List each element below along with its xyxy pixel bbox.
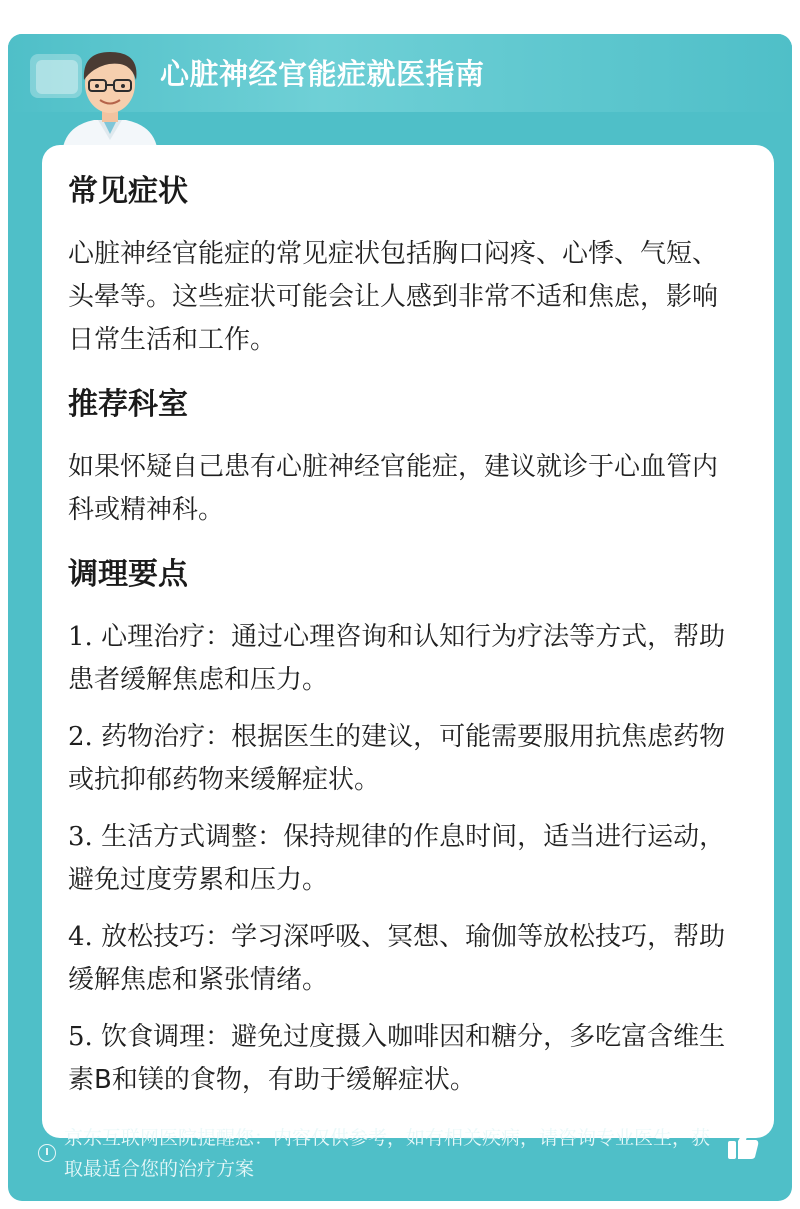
footer-notice: [8, 1115, 792, 1201]
doctor-avatar-icon: [54, 44, 166, 154]
thumbs-up-icon[interactable]: [726, 1127, 760, 1161]
info-icon: [38, 1144, 56, 1162]
section-heading-department: 推荐科室: [68, 387, 188, 422]
section-heading-care: 调理要点: [68, 557, 188, 592]
section-heading-symptoms: 常见症状: [68, 174, 188, 209]
list-item: 3. 生活方式调整：保持规律的作息时间，适当进行运动，避免过度劳累和压力。: [68, 822, 726, 895]
list-item: 2. 药物治疗：根据医生的建议，可能需要服用抗焦虑药物或抗抑郁药物来缓解症状。: [68, 722, 726, 795]
page-title: 心脏神经官能症就医指南: [160, 57, 485, 91]
list-item: 5. 饮食调理：避免过度摄入咖啡因和糖分，多吃富含维生素B和镁的食物，有助于缓解症状。: [68, 1022, 726, 1095]
guide-card: [8, 34, 792, 1201]
content-panel: [42, 145, 774, 1138]
disclaimer-text: 京东互联网医院提醒您：内容仅供参考，如有相关疾病，请咨询专业医生，获取最适合您的治疗方案: [64, 1127, 711, 1180]
symptoms-text: 心脏神经官能症的常见症状包括胸口闷疼、心悸、气短、头晕等。这些症状可能会让人感到非常不适和焦虑，影响日常生活和工作。: [68, 239, 719, 355]
list-item: 4. 放松技巧：学习深呼吸、冥想、瑜伽等放松技巧，帮助缓解焦虑和紧张情绪。: [68, 922, 726, 995]
department-text: 如果怀疑自己患有心脏神经官能症，建议就诊于心血管内科或精神科。: [68, 452, 719, 525]
list-item: 1. 心理治疗：通过心理咨询和认知行为疗法等方式，帮助患者缓解焦虑和压力。: [68, 622, 726, 695]
